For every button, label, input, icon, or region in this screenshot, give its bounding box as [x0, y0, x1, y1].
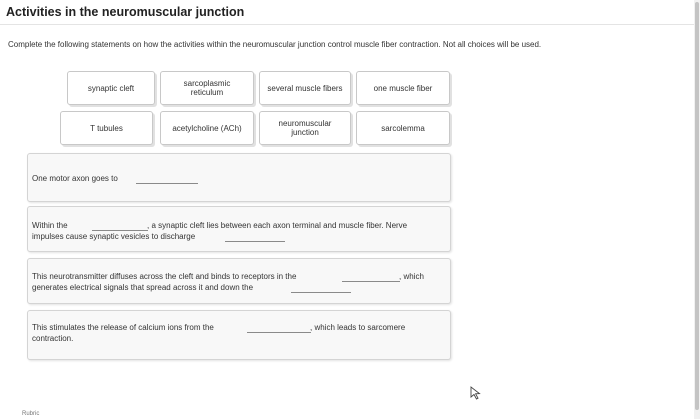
- answer-chip-acetylcholine[interactable]: acetylcholine (ACh): [160, 111, 254, 145]
- statement-3-text-after: , which: [399, 272, 424, 281]
- statement-card-3: [27, 258, 451, 304]
- title-divider: [0, 24, 700, 25]
- statement-2-text-line2: impulses cause synaptic vesicles to discharge: [32, 232, 196, 241]
- answer-chip-one-muscle-fiber[interactable]: one muscle fiber: [356, 71, 450, 105]
- statement-2-text-mid: , a synaptic cleft lies between each axon terminal and muscle fiber. Nerve: [147, 221, 408, 230]
- page-scrollbar[interactable]: [694, 0, 700, 419]
- statement-card-4: [27, 310, 451, 360]
- statement-3-text-line2: generates electrical signals that spread across it and down the: [32, 283, 254, 292]
- statement-3-drop-zone-1[interactable]: [342, 272, 400, 282]
- statement-4-text-after: , which leads to sarcomere: [310, 323, 406, 332]
- statement-card-1: [27, 153, 451, 202]
- statement-3-text-line1: This neurotransmitter diffuses across the cleft and binds to receptors in the: [32, 272, 297, 281]
- answer-chip-sarcolemma[interactable]: sarcolemma: [356, 111, 450, 145]
- scrollbar-thumb[interactable]: [695, 2, 699, 410]
- answer-chip-synaptic-cleft[interactable]: synaptic cleft: [67, 71, 155, 105]
- instructions-text: Complete the following statements on how the activities within the neuromuscular junction control muscle fiber contraction. Not all choices will be used.: [8, 40, 542, 49]
- statement-1-drop-zone[interactable]: [136, 174, 198, 184]
- statement-1-text: One motor axon goes to: [32, 174, 118, 183]
- statement-2-drop-zone-1[interactable]: [92, 221, 148, 231]
- answer-chip-neuromuscular-junction[interactable]: neuromuscular junction: [259, 111, 351, 145]
- statement-3-drop-zone-2[interactable]: [291, 283, 351, 293]
- page-title: Activities in the neuromuscular junction: [6, 5, 245, 19]
- statement-2-text-start: Within the: [32, 221, 68, 230]
- mouse-pointer-icon: [470, 386, 482, 400]
- footer-cutoff-text: Rubric: [22, 411, 40, 417]
- statement-card-2: [27, 206, 451, 252]
- statement-4-text-line2: contraction.: [32, 334, 74, 343]
- answer-chip-t-tubules[interactable]: T tubules: [60, 111, 153, 145]
- statement-2-drop-zone-2[interactable]: [225, 232, 285, 242]
- answer-chip-sarcoplasmic-reticulum[interactable]: sarcoplasmic reticulum: [160, 71, 254, 105]
- statement-4-drop-zone[interactable]: [247, 323, 311, 333]
- statement-4-text-line1: This stimulates the release of calcium ions from the: [32, 323, 214, 332]
- answer-chip-several-muscle-fibers[interactable]: several muscle fibers: [259, 71, 351, 105]
